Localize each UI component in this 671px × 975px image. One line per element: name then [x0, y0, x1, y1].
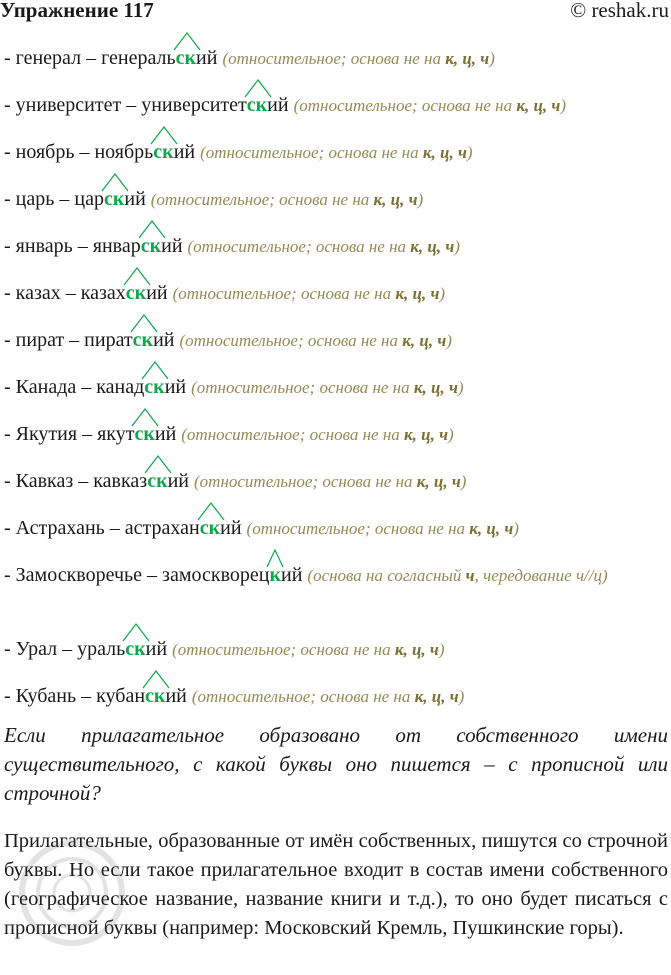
explanation-note — [181, 425, 453, 444]
note-text: (относительное; основа не на — [200, 143, 423, 162]
note-text: (относительное; основа не на — [172, 640, 395, 659]
word-ending: ий — [124, 188, 146, 210]
explanation-note — [307, 566, 607, 585]
note-tail: ) — [560, 96, 567, 115]
explanation-note — [192, 687, 464, 706]
suffix-mark-icon — [140, 361, 170, 381]
note-letters: к, ц, ч — [414, 687, 459, 706]
suffix-highlight — [176, 44, 196, 72]
note-letters: к, ц, ч — [402, 331, 447, 350]
suffix-text: ск — [103, 188, 125, 210]
note-text: (относительное; основа не на — [150, 190, 374, 209]
word-pair-stem: - Якутия – якут — [4, 423, 135, 445]
suffix-highlight — [134, 420, 154, 448]
word-pair-row — [4, 279, 671, 326]
note-letters: к, ц, ч — [413, 378, 458, 397]
suffix-mark-icon — [141, 670, 171, 690]
suffix-highlight — [269, 561, 281, 589]
note-text: (относительное; основа не на — [194, 472, 417, 491]
note-tail: ) — [454, 237, 460, 256]
word-pair-row — [4, 635, 671, 682]
note-text: (относительное; основа не на — [246, 519, 470, 538]
note-text: (относительное; основа не на — [179, 331, 403, 350]
note-tail: ) — [458, 687, 465, 706]
suffix-highlight — [153, 138, 173, 166]
note-letters: к, ц, ч — [410, 237, 455, 256]
explanation-note — [294, 96, 566, 115]
word-pair-row — [4, 561, 671, 635]
word-ending: ий — [146, 282, 168, 304]
suffix-text: ск — [147, 470, 168, 492]
word-pair-stem: - январь – январ — [4, 235, 141, 257]
word-pair-row — [4, 91, 671, 138]
word-ending: ий — [196, 47, 218, 69]
note-tail: ) — [448, 425, 454, 444]
suffix-highlight — [104, 185, 124, 213]
note-letters: к, ц, ч — [394, 640, 439, 659]
word-pair-stem: - Кубань – кубан — [4, 685, 146, 707]
suffix-highlight — [200, 514, 220, 542]
suffix-mark-icon — [265, 549, 285, 569]
note-text: (относительное; основа не на — [187, 237, 411, 256]
note-tail: ) — [466, 143, 473, 162]
exercise-title: Упражнение 117 — [0, 0, 154, 22]
page-header — [0, 0, 671, 26]
note-tail: ) — [457, 378, 464, 397]
suffix-mark-icon — [121, 623, 151, 643]
explanation-note — [222, 49, 494, 68]
note-letters: к, ц, ч — [373, 190, 418, 209]
suffix-mark-icon — [137, 220, 167, 240]
word-ending: ий — [164, 376, 187, 398]
suffix-text: к — [269, 564, 281, 586]
explanation-note — [179, 331, 451, 350]
suffix-highlight — [145, 682, 165, 710]
suffix-highlight — [147, 467, 167, 495]
word-pair-stem: - Кавказ – кавказ — [4, 470, 148, 492]
explanation-note — [172, 640, 444, 659]
suffix-text: ск — [199, 517, 221, 539]
note-tail: ) — [438, 640, 445, 659]
suffix-text: ск — [125, 282, 147, 304]
word-pair-stem: - генерал – генераль — [4, 47, 176, 69]
word-pair-row — [4, 326, 671, 373]
note-tail: ) — [439, 284, 446, 303]
answer-text: Прилагательные, образованные от имён собственных, пишутся со строчной буквы. Но если такое прилагательное входит в состав имени собственного (географическое название, название книги и т.д.), то оно будет писаться с прописной буквы (например: Московский Кремль, Пушкинские горы). — [4, 830, 668, 939]
word-ending: ий — [173, 141, 196, 163]
explanation-note — [191, 378, 463, 397]
suffix-highlight — [126, 279, 146, 307]
word-ending: ий — [154, 423, 177, 445]
word-pair-stem: - университет – университет — [4, 94, 247, 116]
note-text: (относительное; основа не на — [172, 284, 396, 303]
suffix-text: ск — [246, 94, 268, 116]
suffix-text: ск — [175, 47, 197, 69]
note-letters: к, ц, ч — [469, 519, 514, 538]
word-pair-stem: - ноябрь – ноябрь — [4, 141, 154, 163]
note-tail: ) — [489, 49, 495, 68]
note-letters: ч — [465, 566, 475, 585]
word-ending: ий — [267, 94, 289, 116]
word-ending: ий — [167, 470, 189, 492]
suffix-mark-icon — [143, 455, 173, 475]
suffix-text: ск — [125, 638, 146, 660]
explanation-note — [188, 237, 460, 256]
note-tail: ) — [446, 331, 452, 350]
explanation-note — [151, 190, 423, 209]
suffix-text: ск — [132, 329, 154, 351]
suffix-mark-icon — [172, 32, 202, 52]
suffix-mark-icon — [130, 408, 160, 428]
suffix-mark-icon — [196, 502, 226, 522]
note-text: (относительное; основа не на — [293, 96, 517, 115]
word-ending: ий — [165, 685, 187, 707]
suffix-highlight — [141, 232, 161, 260]
word-ending: ий — [281, 564, 303, 586]
word-pair-row — [4, 514, 671, 561]
suffix-highlight — [133, 326, 153, 354]
word-pair-row — [4, 185, 671, 232]
word-ending: ий — [145, 638, 168, 660]
word-pair-row — [4, 232, 671, 279]
suffix-mark-icon — [100, 173, 130, 193]
word-pair-row — [4, 44, 671, 91]
note-text: (относительное; основа не на — [181, 425, 405, 444]
suffix-highlight — [144, 373, 164, 401]
word-ending: ий — [220, 517, 242, 539]
suffix-text: ск — [145, 685, 166, 707]
suffix-text: ск — [144, 376, 165, 398]
explanation-note — [173, 284, 445, 303]
suffix-mark-icon — [243, 79, 273, 99]
note-letters: к, ц, ч — [404, 425, 449, 444]
word-ending: ий — [153, 329, 175, 351]
suffix-text: ск — [140, 235, 162, 257]
word-pair-row — [4, 373, 671, 420]
word-pair-stem: - казах – казах — [4, 282, 126, 304]
note-text: (относительное; основа не на — [191, 378, 414, 397]
note-text: (относительное; основа не на — [222, 49, 446, 68]
note-text: (относительное; основа не на — [191, 687, 415, 706]
word-pair-stem: - Канада – канад — [4, 376, 145, 398]
question-text: Если прилагательное образовано от собственного имени существительного, с какой буквы оно пишется – с прописной или строчной? — [4, 723, 668, 805]
note-letters: к, ц, ч — [422, 143, 467, 162]
word-pair-row — [4, 420, 671, 467]
explanation-note — [247, 519, 519, 538]
site-credit: © reshak.ru — [570, 0, 669, 22]
note-tail: ) — [417, 190, 424, 209]
note-text: (основа на согласный — [307, 566, 466, 585]
note-letters: к, ц, ч — [516, 96, 561, 115]
word-pair-stem: - пират – пират — [4, 329, 133, 351]
word-formation-list — [4, 44, 671, 729]
suffix-text: ск — [153, 141, 174, 163]
explanation-note — [194, 472, 466, 491]
suffix-text: ск — [134, 423, 155, 445]
suffix-mark-icon — [122, 267, 152, 287]
explanation-note — [200, 143, 472, 162]
note-tail: ) — [460, 472, 467, 491]
word-pair-row — [4, 467, 671, 514]
word-pair-stem: - Замоскворечье – замоскворец — [4, 564, 270, 586]
suffix-mark-icon — [129, 314, 159, 334]
note-letters: к, ц, ч — [416, 472, 461, 491]
note-tail: ) — [513, 519, 519, 538]
note-tail: , чередование ч//ц) — [474, 566, 608, 585]
word-ending: ий — [161, 235, 183, 257]
word-pair-stem: - царь – цар — [4, 188, 104, 210]
suffix-highlight — [125, 635, 145, 663]
word-pair-stem: - Астрахань – астрахан — [4, 517, 200, 539]
word-pair-stem: - Урал – ураль — [4, 638, 126, 660]
note-letters: к, ц, ч — [395, 284, 440, 303]
suffix-highlight — [247, 91, 267, 119]
note-letters: к, ц, ч — [445, 49, 490, 68]
suffix-mark-icon — [149, 126, 179, 146]
